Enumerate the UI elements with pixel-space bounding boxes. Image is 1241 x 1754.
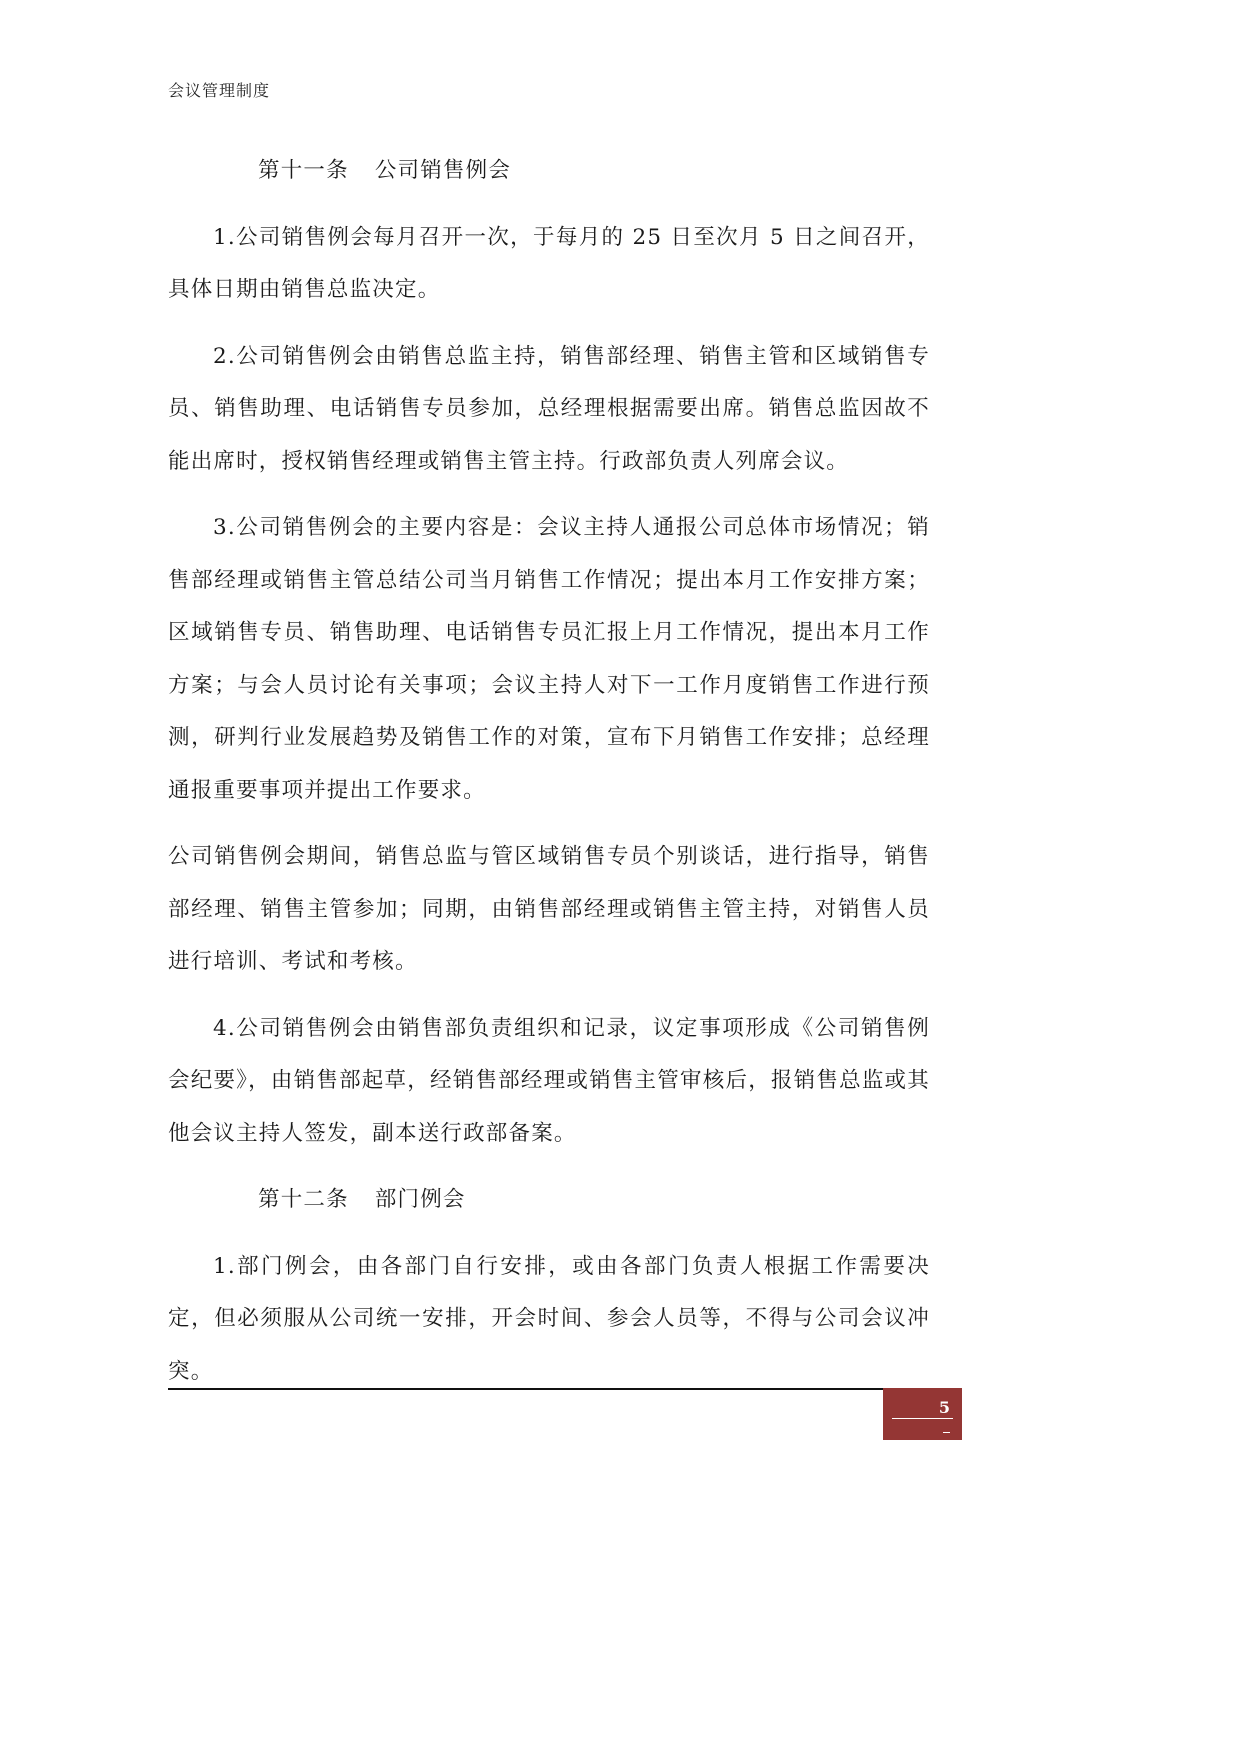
paragraph: 4.公司销售例会由销售部负责组织和记录，议定事项形成《公司销售例会纪要》，由销售部起草，经销售部经理或销售主管审核后，报销售总监或其他会议主持人签发，副本送行政部备案。 (168, 1015, 930, 1146)
article-title: 部门例会 (374, 1187, 466, 1212)
article-heading (168, 1174, 930, 1227)
paragraph: 1.公司销售例会每月召开一次，于每月的 25 日至次月 5 日之间召开，具体日期由销售总监决定。 (168, 224, 930, 302)
paragraph: 3.公司销售例会的主要内容是：会议主持人通报公司总体市场情况；销售部经理或销售主管总结公司当月销售工作情况；提出本月工作安排方案；区域销售专员、销售助理、电话销售专员汇报上月工作情况，提出本月工作方案；与会人员讨论有关事项；会议主持人对下一工作月度销售工作进行预测，研判行业发展趋势及销售工作的对策，宣布下月销售工作安排；总经理通报重要事项并提出工作要求。 (168, 515, 930, 803)
paragraph: 公司销售例会期间，销售总监与管区域销售专员个别谈话，进行指导，销售部经理、销售主管参加；同期，由销售部经理或销售主管主持，对销售人员进行培训、考试和考核。 (168, 844, 930, 974)
page-number-rule (892, 1418, 953, 1419)
page-number-box (883, 1388, 962, 1440)
article-title: 公司销售例会 (374, 158, 512, 183)
document-header-title: 会议管理制度 (168, 81, 271, 100)
page-number: 5 (938, 1398, 950, 1417)
article-number: 第十一条 (258, 158, 349, 183)
paragraph: 2.公司销售例会由销售总监主持，销售部经理、销售主管和区域销售专员、销售助理、电话销售专员参加，总经理根据需要出席。销售总监因故不能出席时，授权销售经理或销售主管主持。行政部负责人列席会议。 (168, 343, 930, 474)
paragraph: 1.部门例会，由各部门自行安排，或由各部门负责人根据工作需要决定，但必须服从公司统一安排，开会时间、参会人员等，不得与公司会议冲突。 (168, 1253, 930, 1384)
article-number: 第十二条 (258, 1187, 349, 1212)
footer-divider (168, 1388, 883, 1390)
document-body (168, 145, 930, 1412)
article-heading (168, 145, 930, 198)
page-number-dash (943, 1432, 950, 1433)
